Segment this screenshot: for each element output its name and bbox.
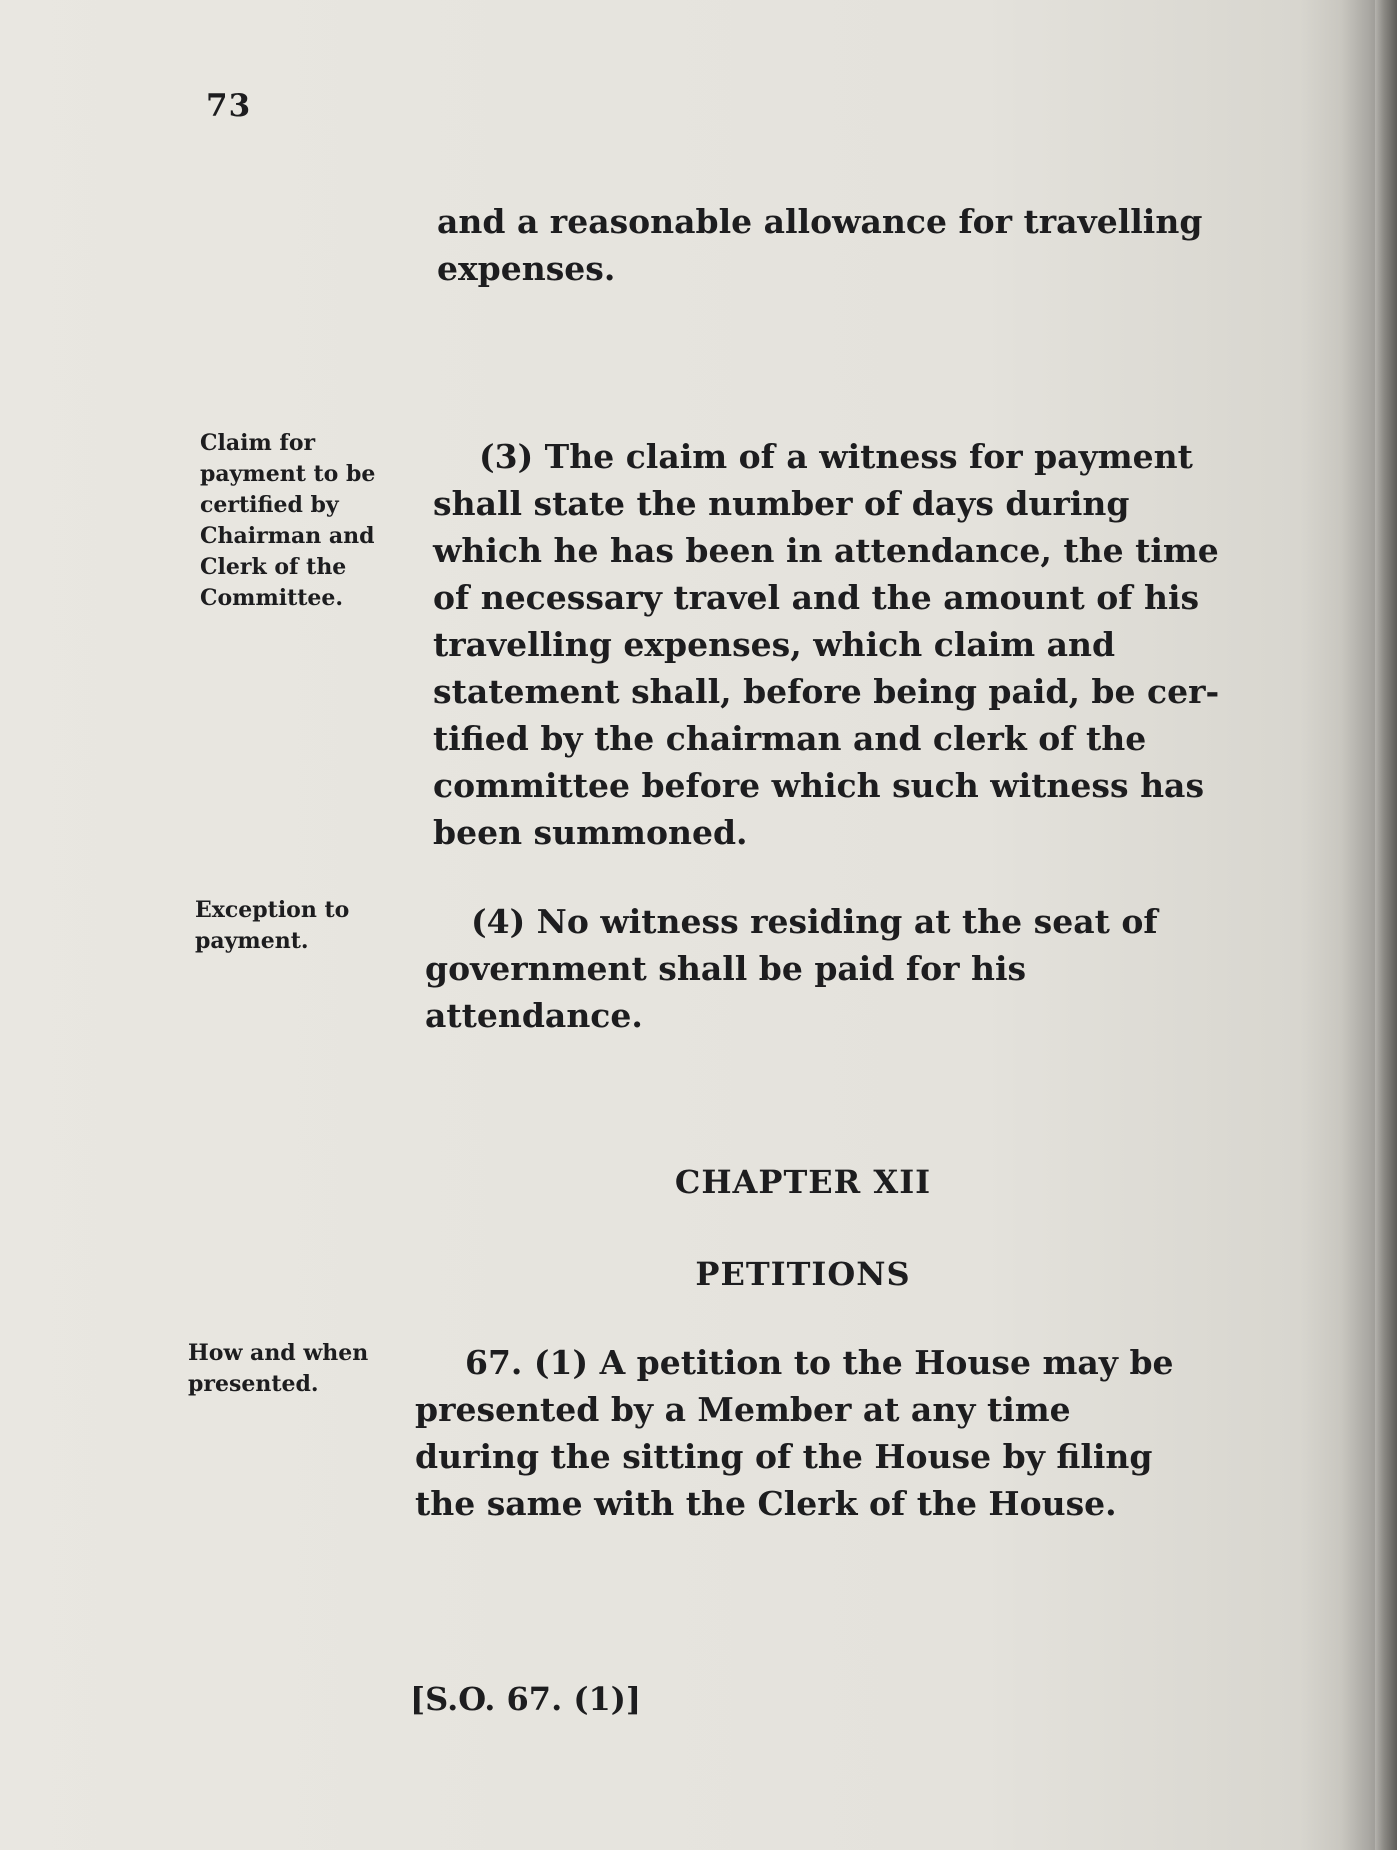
paragraph-4: [425, 898, 1195, 1039]
text-line: and a reasonable allowance for travelling: [437, 202, 1203, 241]
margin-note-line: Committee.: [200, 585, 344, 611]
page-number: 73: [206, 88, 252, 124]
text-line: travelling expenses, which claim and: [433, 625, 1116, 664]
text-line: 67. (1) A petition to the House may be: [465, 1343, 1174, 1382]
text-line: statement shall, before being paid, be cer-: [433, 672, 1220, 711]
margin-note-exception: [195, 895, 395, 957]
text-line: expenses.: [437, 249, 616, 288]
margin-note-how-when: [188, 1338, 388, 1400]
paragraph-3: [433, 433, 1220, 856]
standing-order-reference: [S.O. 67. (1)]: [410, 1680, 642, 1718]
paragraph-67: [415, 1339, 1183, 1527]
margin-note-line: payment to be: [200, 461, 376, 487]
book-spine-shadow: [1375, 0, 1397, 1850]
margin-note-line: Chairman and: [200, 523, 375, 549]
text-line: which he has been in attendance, the time: [433, 531, 1219, 570]
text-line: government shall be paid for his: [425, 949, 1027, 988]
text-line: tified by the chairman and clerk of the: [433, 719, 1147, 758]
text-line: shall state the number of days during: [433, 484, 1130, 523]
text-line: committee before which such witness has: [433, 766, 1205, 805]
text-line: (3) The claim of a witness for payment: [479, 437, 1193, 476]
text-line: attendance.: [425, 996, 643, 1035]
chapter-number: CHAPTER XII: [674, 1163, 932, 1201]
text-line: during the sitting of the House by filing: [415, 1437, 1153, 1476]
margin-note-line: presented.: [188, 1371, 319, 1397]
text-line: the same with the Clerk of the House.: [415, 1484, 1117, 1523]
chapter-title: PETITIONS: [695, 1255, 911, 1293]
margin-note-line: certified by: [200, 492, 339, 518]
paragraph-continuation: [437, 198, 1205, 292]
margin-note-line: How and when: [188, 1340, 369, 1366]
margin-note-line: Claim for: [200, 430, 316, 456]
text-line: (4) No witness residing at the seat of: [471, 902, 1158, 941]
margin-note-line: payment.: [195, 928, 309, 954]
text-line: of necessary travel and the amount of his: [433, 578, 1200, 617]
margin-note-line: Exception to: [195, 897, 350, 923]
text-line: presented by a Member at any time: [415, 1390, 1071, 1429]
text-line: been summoned.: [433, 813, 748, 852]
margin-note-claim: [200, 428, 400, 614]
margin-note-line: Clerk of the: [200, 554, 347, 580]
